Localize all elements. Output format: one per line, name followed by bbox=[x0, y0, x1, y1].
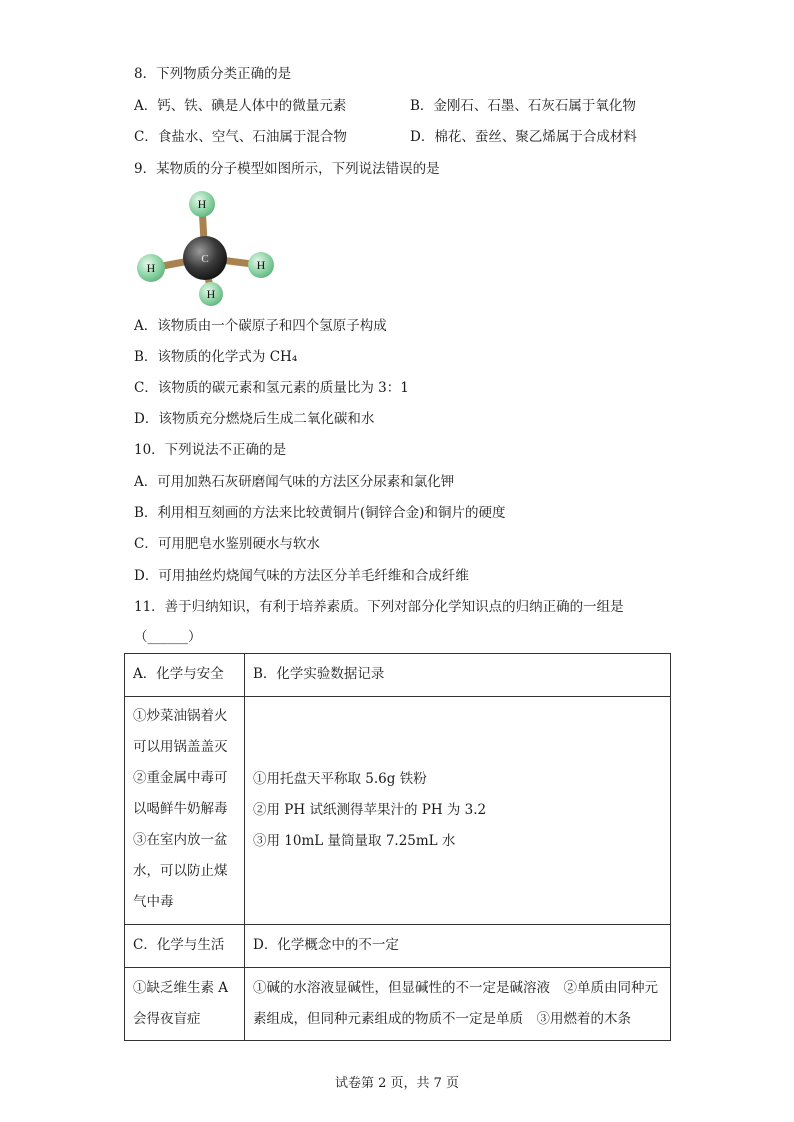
cell-b-line-2: ②用 PH 试纸测得苹果汁的 PH 为 3.2 bbox=[253, 802, 487, 818]
cell-b-head: B．化学实验数据记录 bbox=[245, 654, 671, 697]
q8-option-b: B．金刚石、石墨、石灰石属于氧化物 bbox=[410, 98, 636, 114]
q10-option-b: B．利用相互刻画的方法来比较黄铜片(铜锌合金)和铜片的硬度 bbox=[134, 505, 506, 521]
cell-b-line-1: ①用托盘天平称取 5.6g 铁粉 bbox=[253, 771, 427, 787]
q11-stem: 11．善于归纳知识，有利于培养素质。下列对部分化学知识点的归纳正确的一组是 bbox=[134, 599, 624, 615]
q8-option-d: D．棉花、蚕丝、聚乙烯属于合成材料 bbox=[410, 129, 637, 145]
cell-a-body: ①炒菜油锅着火可以用锅盖盖灭②重金属中毒可以喝鲜牛奶解毒③在室内放一盆水，可以防止煤气中毒 bbox=[125, 697, 245, 925]
q9-stem: 9．某物质的分子模型如图所示，下列说法错误的是 bbox=[134, 161, 440, 177]
q10-stem: 10．下列说法不正确的是 bbox=[134, 442, 287, 458]
cell-d-body: ①碱的水溶液显碱性，但显碱性的不一定是碱溶液 ②单质由同种元素组成，但同种元素组成的物质不一定是单质 ③用燃着的木条 bbox=[245, 968, 671, 1041]
table-row bbox=[125, 925, 671, 968]
h-label-bottom: H bbox=[206, 287, 216, 301]
q9-option-d: D．该物质充分燃烧后生成二氧化碳和水 bbox=[134, 411, 375, 427]
cell-b-body bbox=[245, 697, 671, 925]
table-row bbox=[125, 654, 671, 697]
q11-options-table bbox=[124, 653, 671, 1041]
cell-b-line-3: ③用 10mL 量筒量取 7.25mL 水 bbox=[253, 833, 456, 849]
cell-a-head: A．化学与安全 bbox=[125, 654, 245, 697]
h-label-left: H bbox=[146, 261, 156, 275]
cell-d-head: D．化学概念中的不一定 bbox=[245, 925, 671, 968]
q9-option-b: B．该物质的化学式为 CH₄ bbox=[134, 349, 298, 365]
page-footer: 试卷第 2 页，共 7 页 bbox=[334, 1076, 460, 1091]
table-row bbox=[125, 697, 671, 925]
h-label-right: H bbox=[256, 258, 266, 272]
q10-option-a: A．可用加熟石灰研磨闻气味的方法区分尿素和氯化钾 bbox=[134, 474, 455, 490]
q10-option-c: C．可用肥皂水鉴别硬水与软水 bbox=[134, 536, 320, 552]
q8-option-a: A．钙、铁、碘是人体中的微量元素 bbox=[134, 98, 347, 114]
q9-option-c: C．该物质的碳元素和氢元素的质量比为 3：1 bbox=[134, 380, 409, 396]
table-row bbox=[125, 968, 671, 1041]
h-label-top: H bbox=[197, 197, 207, 211]
q8-option-c: C．食盐水、空气、石油属于混合物 bbox=[134, 129, 347, 145]
cell-c-head: C．化学与生活 bbox=[125, 925, 245, 968]
q10-option-d: D．可用抽丝灼烧闻气味的方法区分羊毛纤维和合成纤维 bbox=[134, 568, 469, 584]
cell-c-body: ①缺乏维生素 A 会得夜盲症 bbox=[125, 968, 245, 1041]
methane-molecule-model bbox=[134, 188, 279, 310]
c-label: C bbox=[201, 253, 209, 265]
q8-stem: 8．下列物质分类正确的是 bbox=[134, 66, 292, 82]
q9-option-a: A．该物质由一个碳原子和四个氢原子构成 bbox=[134, 318, 387, 334]
q11-answer-blank: （______） bbox=[134, 629, 202, 645]
